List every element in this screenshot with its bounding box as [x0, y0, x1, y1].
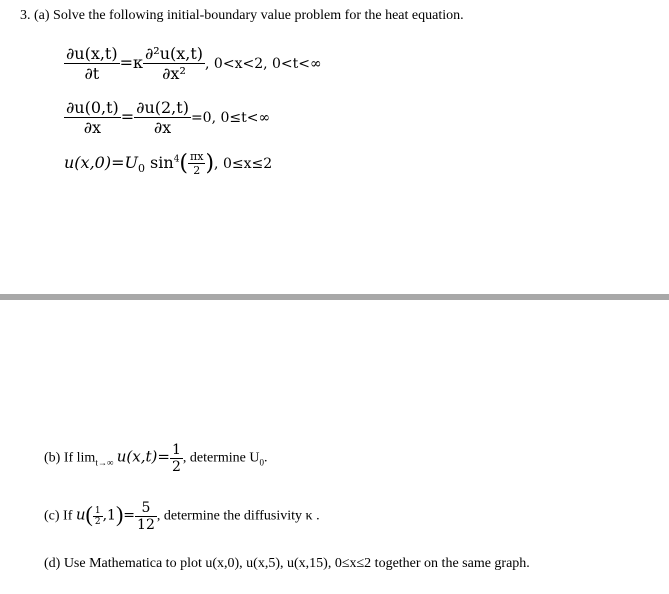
part-b [44, 442, 267, 475]
part-c-label: (c) If [44, 508, 73, 524]
part-b-label: (b) If lim [44, 450, 96, 466]
bc-rhs: =0, 0≤t<∞ [190, 110, 271, 126]
part-c-numerator: 5 [141, 500, 151, 516]
lhs-numerator: ∂u(x,t) [66, 44, 118, 63]
part-a-text: Solve the following initial-boundary value problem for the heat equation. [53, 8, 464, 23]
ic-domain: , 0≤x≤2 [214, 156, 273, 172]
part-b-numerator: 1 [171, 442, 181, 458]
section-divider [0, 294, 669, 300]
bc-left-denominator: ∂x [64, 117, 121, 137]
part-b-end: . [263, 450, 268, 466]
ic-lhs: u(x,0)=U [64, 153, 138, 172]
part-c-close-paren: ) [115, 501, 124, 527]
part-c-denominator: 12 [137, 517, 155, 533]
part-b-expr: u(x,t)= [116, 447, 170, 466]
part-c-arg-rest: ,1 [102, 507, 116, 524]
ic-arg-denominator: 2 [188, 163, 205, 177]
rhs-numerator: ∂²u(x,t) [145, 44, 204, 63]
bc-right-fraction [134, 98, 191, 137]
initial-condition [64, 150, 272, 177]
part-b-lim-sub: t→∞ [95, 457, 114, 468]
part-c-arg-numerator: 1 [94, 506, 101, 516]
part-b-tail: , determine U [182, 450, 260, 466]
lhs-fraction [64, 44, 120, 83]
part-b-fraction [170, 442, 183, 475]
eq1-domain: , 0<x<2, 0<t<∞ [205, 56, 322, 72]
bc-right-denominator: ∂x [134, 117, 191, 137]
heat-equation [64, 44, 322, 83]
part-d [44, 556, 530, 572]
part-c-equals: = [123, 507, 136, 524]
part-d-text: (d) Use Mathematica to plot u(x,0), u(x,5), u(x,15), 0≤x≤2 together on the same graph. [44, 556, 530, 571]
part-b-denominator: 2 [171, 459, 181, 475]
part-a-label: (a) [34, 8, 50, 23]
part-c-arg-denominator: 2 [94, 517, 101, 527]
part-c-fraction [135, 500, 157, 533]
ic-open-paren: ( [179, 151, 189, 176]
bc-right-numerator: ∂u(2,t) [136, 98, 189, 117]
lhs-denominator: ∂t [64, 63, 120, 83]
ic-sin: sin [144, 153, 174, 172]
rhs-fraction [143, 44, 205, 83]
ic-sup: 4 [173, 154, 180, 165]
ic-arg-fraction [188, 150, 205, 177]
bc-equals: = [120, 107, 135, 126]
bc-left-numerator: ∂u(0,t) [66, 98, 119, 117]
part-c-expr: u [75, 505, 86, 524]
problem-number: 3. [20, 8, 31, 23]
part-c [44, 500, 320, 533]
equals-kappa: =κ [119, 53, 144, 72]
bc-left-fraction [64, 98, 121, 137]
ic-close-paren: ) [205, 151, 215, 176]
part-b-tail-sub: 0 [259, 457, 264, 468]
ic-sub: 0 [137, 162, 145, 176]
boundary-conditions [64, 98, 270, 137]
problem-header [20, 8, 464, 24]
part-c-tail: , determine the diffusivity κ . [156, 508, 320, 524]
part-c-open-paren: ( [85, 501, 93, 527]
ic-arg-numerator: πx [190, 150, 204, 163]
part-c-arg-fraction [93, 506, 103, 527]
rhs-denominator: ∂x² [143, 63, 205, 83]
